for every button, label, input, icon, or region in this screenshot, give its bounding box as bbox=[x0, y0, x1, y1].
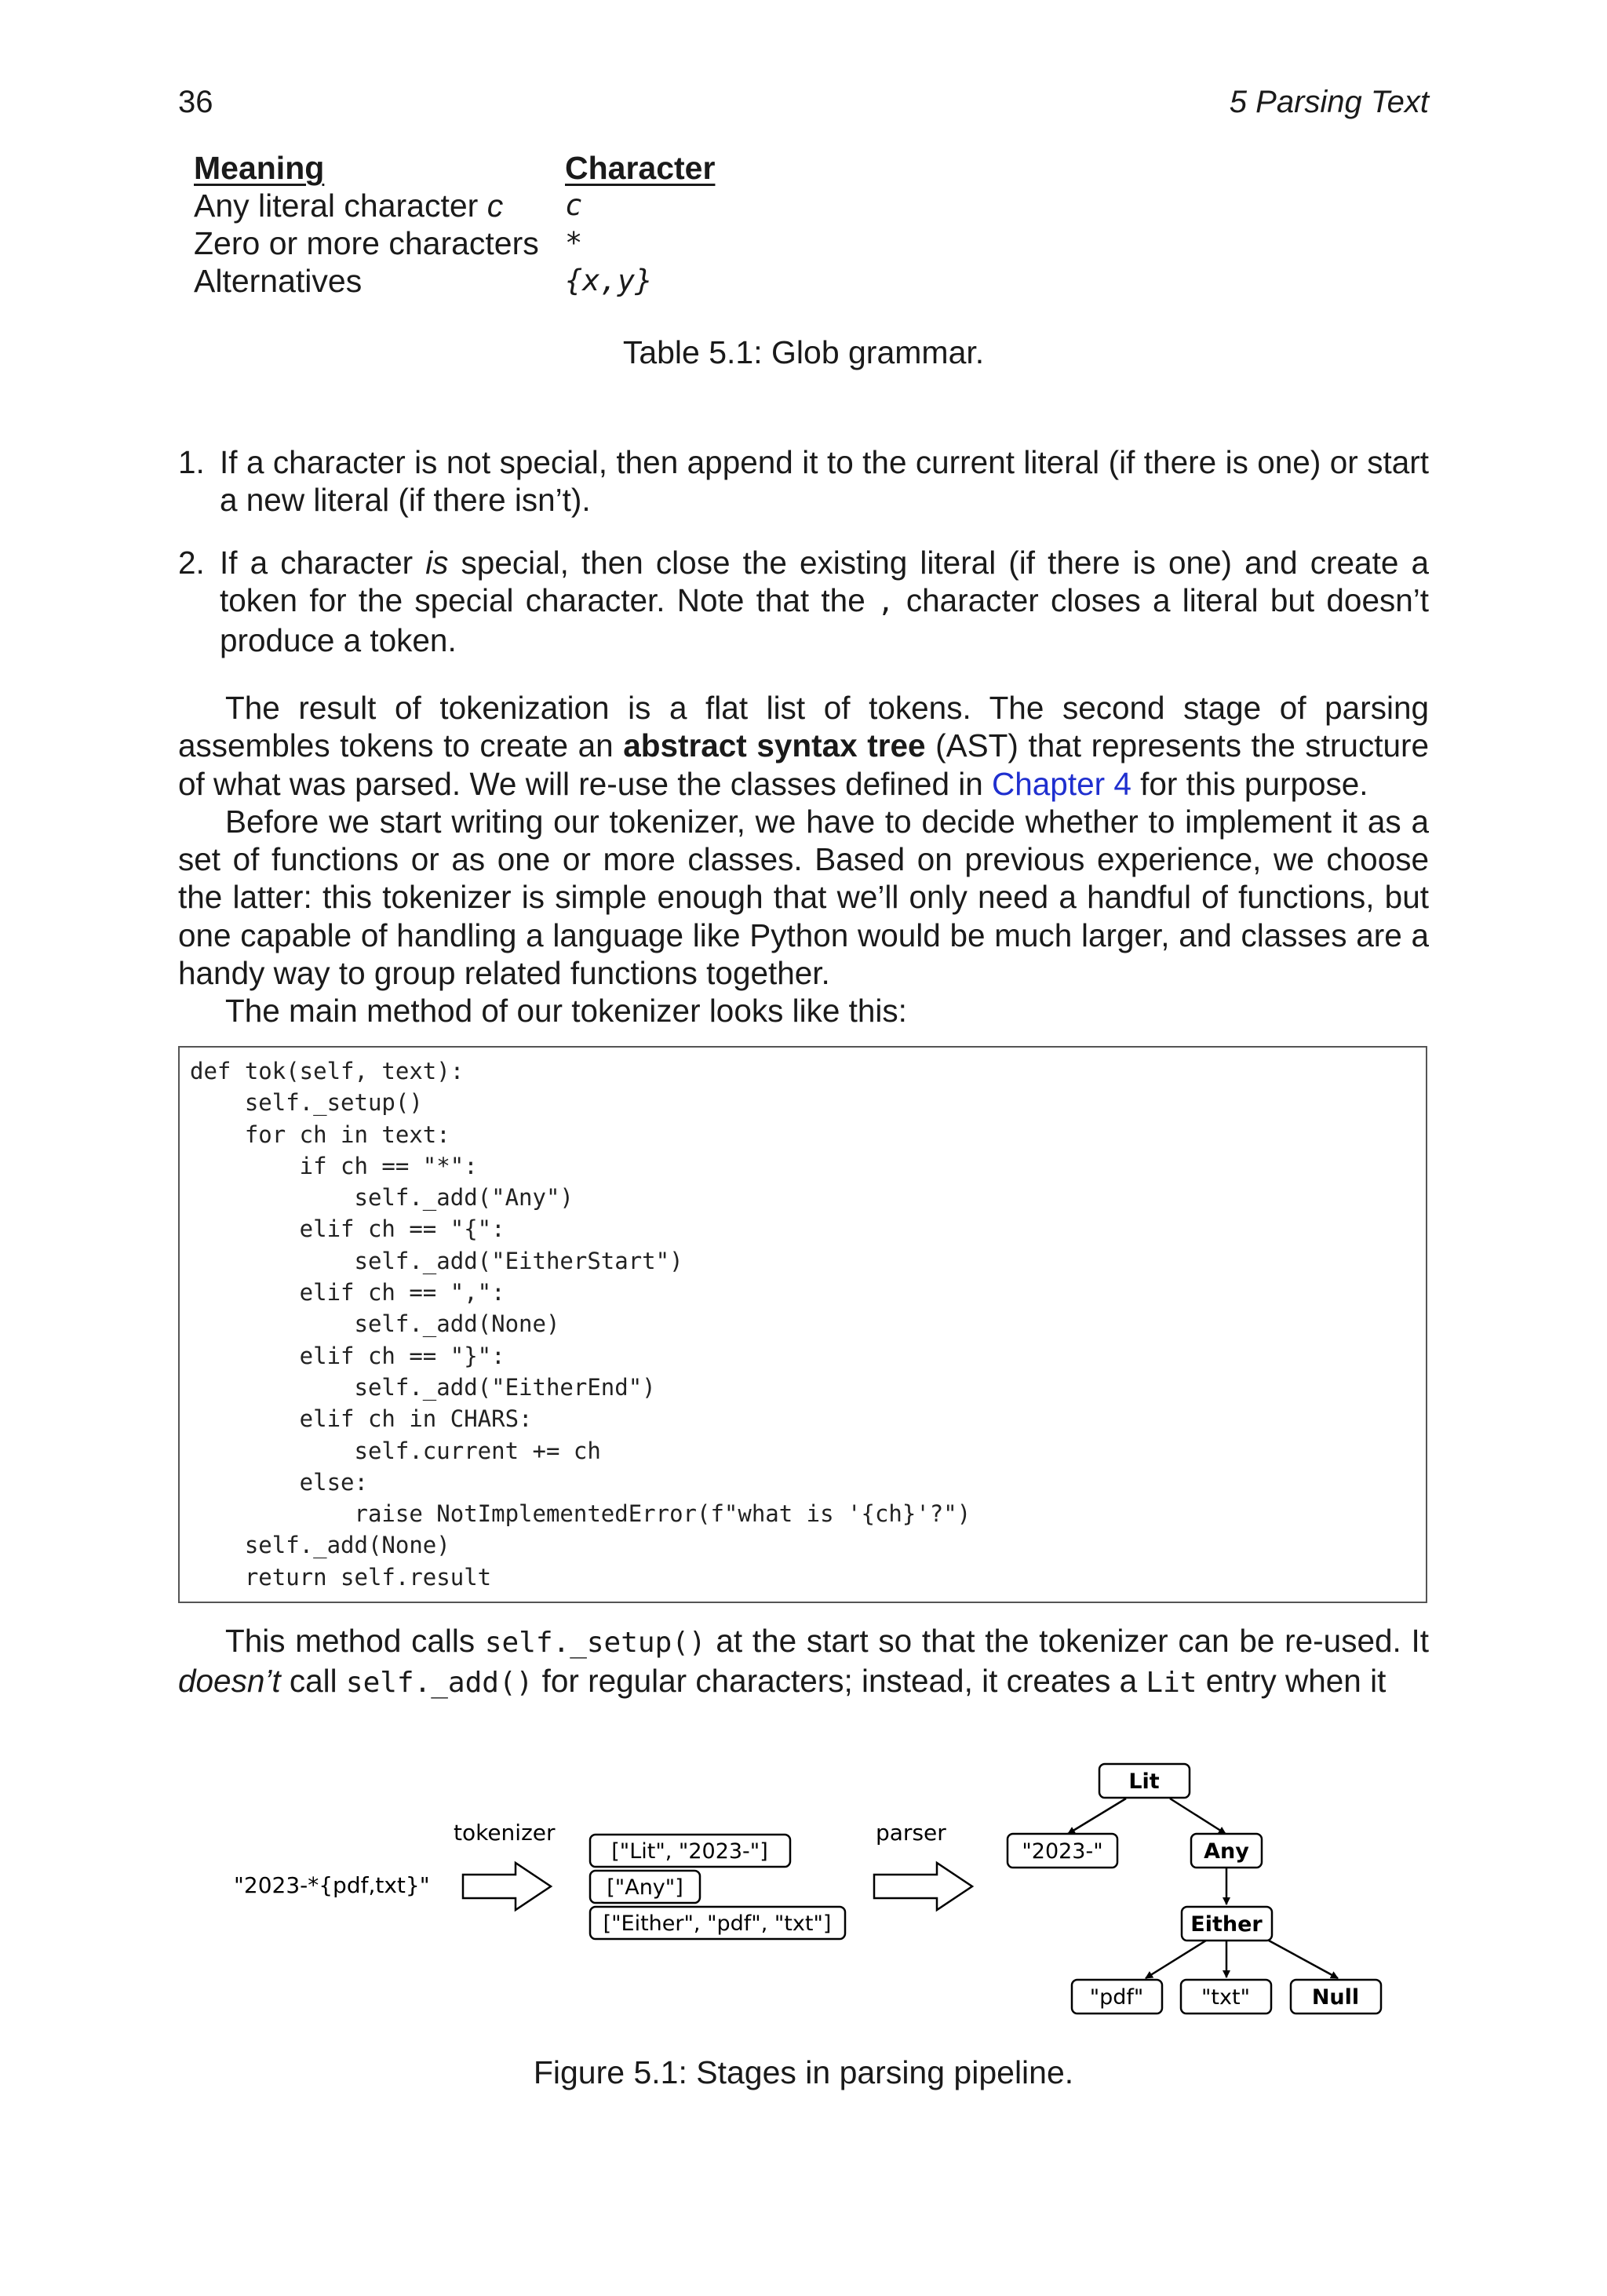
list-item bbox=[178, 544, 1429, 659]
inline-code: self._setup() bbox=[484, 1627, 706, 1659]
parser-arrow bbox=[874, 1863, 972, 1910]
running-head bbox=[178, 85, 1429, 132]
txt-node-label: "txt" bbox=[1201, 1985, 1250, 2010]
ast-tree bbox=[1008, 1764, 1381, 2014]
bold-term: abstract syntax tree bbox=[623, 727, 926, 764]
lit-node-label: Lit bbox=[1128, 1769, 1160, 1794]
list-number: 2. bbox=[178, 545, 205, 581]
list-text: If a character bbox=[220, 545, 426, 581]
inline-code: Lit bbox=[1146, 1667, 1197, 1700]
figure-caption: Figure 5.1: Stages in parsing pipeline. bbox=[533, 2054, 1074, 2090]
page-number: 36 bbox=[178, 85, 213, 119]
list-number: 1. bbox=[178, 444, 205, 480]
token-text: ["Either", "pdf", "txt"] bbox=[603, 1912, 832, 1936]
tree-edge bbox=[1269, 1941, 1338, 1978]
paragraph-text: The result of tokenization is a flat list of tokens. The second stage of parsing assembles tokens to create an bbox=[178, 690, 1429, 764]
list-text: special, then close the existing literal (if there is one) and create a token for the special character. Note that the bbox=[220, 545, 1429, 618]
table-header-row bbox=[194, 149, 715, 187]
list-item bbox=[178, 443, 1429, 519]
header-meaning: Meaning bbox=[194, 150, 325, 186]
body-text bbox=[178, 689, 1429, 1030]
paragraph-text: at the start so that the tokenizer can be re-used. It bbox=[705, 1623, 1429, 1659]
tokenizer-arrow bbox=[463, 1863, 551, 1910]
row-character: {x,y} bbox=[565, 264, 653, 297]
numbered-list bbox=[178, 443, 1429, 684]
token-text: ["Any"] bbox=[607, 1875, 683, 1900]
code-listing: def tok(self, text): self._setup() for ch in text: if ch == "*": self._add("Any") elif ch == "{": self._add("EitherStart") elif ch == ",": self._add(None) elif ch == "}": self._add("EitherEnd") elif ch in CHARS: self.current += ch else: raise NotImplementedError(f"what is '{ch}'?") self._add(None) return self.result bbox=[178, 1046, 1427, 1603]
paragraph-text: for regular characters; instead, it creates a bbox=[533, 1663, 1146, 1700]
row-meaning-var: c bbox=[486, 188, 504, 224]
tokenizer-label: tokenizer bbox=[454, 1820, 556, 1846]
list-text: character closes a literal but doesn’t produce a token. bbox=[220, 582, 1429, 658]
paragraph: Before we start writing our tokenizer, we have to decide whether to implement it as a set of functions or as one or more classes. Based on previous experience, we choose the latter: this tokenizer is simple enough that we’ll only need a handful of functions, but one capable of handling a language like Python would be much larger, and classes are a handy way to group related functions together. bbox=[178, 803, 1429, 992]
paragraph bbox=[178, 689, 1429, 803]
parsing-pipeline-figure bbox=[0, 1742, 1607, 2056]
literal-value-label: "2023-" bbox=[1022, 1839, 1103, 1864]
any-node-label: Any bbox=[1204, 1839, 1249, 1864]
inline-code: self._add() bbox=[345, 1667, 534, 1700]
row-meaning: Zero or more characters bbox=[194, 225, 539, 261]
row-character: * bbox=[565, 226, 583, 260]
list-emphasis: is bbox=[425, 545, 449, 581]
list-text: If a character is not special, then append it to the current literal (if there is one) or start a new literal (if there isn’t). bbox=[220, 444, 1429, 518]
tree-edge bbox=[1068, 1799, 1126, 1834]
emphasis: doesn’t bbox=[178, 1663, 281, 1700]
row-meaning: Any literal character bbox=[194, 188, 487, 224]
table-row bbox=[194, 187, 715, 224]
chapter-4-link[interactable]: Chapter 4 bbox=[992, 765, 1131, 802]
table-row bbox=[194, 262, 715, 300]
row-character: c bbox=[565, 188, 583, 222]
table-row bbox=[194, 224, 715, 262]
paragraph-text: (AST) that represents the structure of what was parsed. We will re-use the classes defined in bbox=[178, 727, 1429, 802]
row-meaning: Alternatives bbox=[194, 263, 363, 299]
tree-edge bbox=[1146, 1941, 1206, 1978]
paragraph bbox=[178, 1622, 1429, 1703]
inline-code: , bbox=[876, 586, 895, 618]
paragraph-text: entry when it bbox=[1197, 1663, 1387, 1700]
paragraph-text: This method calls bbox=[225, 1623, 485, 1659]
paragraph-text: for this purpose. bbox=[1131, 765, 1368, 802]
glob-grammar-table bbox=[194, 149, 715, 300]
header-character: Character bbox=[565, 150, 716, 186]
body-text-after-code bbox=[178, 1622, 1429, 1703]
table-caption: Table 5.1: Glob grammar. bbox=[622, 334, 985, 370]
paragraph-text: call bbox=[280, 1663, 346, 1700]
null-node-label: Null bbox=[1311, 1985, 1360, 2010]
tree-edge bbox=[1170, 1799, 1226, 1834]
chapter-title: 5 Parsing Text bbox=[1229, 85, 1429, 119]
paragraph: The main method of our tokenizer looks like this: bbox=[225, 993, 907, 1030]
token-text: ["Lit", "2023-"] bbox=[611, 1839, 768, 1864]
pdf-node-label: "pdf" bbox=[1089, 1985, 1144, 2010]
either-node-label: Either bbox=[1190, 1912, 1263, 1937]
parser-label: parser bbox=[876, 1820, 946, 1846]
input-string: "2023-*{pdf,txt}" bbox=[234, 1872, 430, 1898]
token-list bbox=[590, 1835, 845, 1939]
